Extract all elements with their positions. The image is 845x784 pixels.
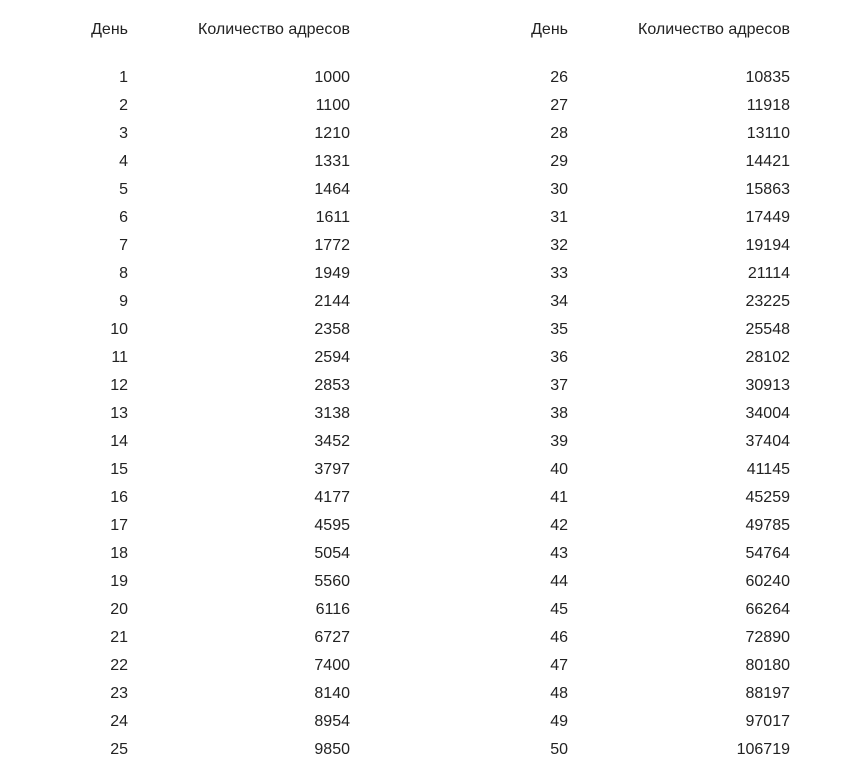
address-count-cell: 5054 (314, 545, 350, 562)
day-cell: 30 (550, 181, 568, 198)
day-cell: 48 (550, 685, 568, 702)
address-count-cell: 106719 (736, 741, 790, 758)
day-cell: 36 (550, 349, 568, 366)
address-count-cell: 3797 (314, 461, 350, 478)
day-cell: 39 (550, 433, 568, 450)
day-cell: 23 (110, 685, 128, 702)
address-count-cell: 13110 (746, 125, 790, 142)
address-count-cell: 2358 (314, 321, 350, 338)
day-cell: 21 (110, 629, 128, 646)
address-count-cell: 72890 (745, 629, 790, 646)
address-count-cell: 5560 (314, 573, 350, 590)
address-count-cell: 28102 (745, 349, 790, 366)
address-count-cell: 54764 (745, 545, 790, 562)
day-cell: 47 (550, 657, 568, 674)
day-cell: 50 (550, 741, 568, 758)
address-count-cell: 1949 (314, 265, 350, 282)
day-cell: 10 (110, 321, 128, 338)
address-count-cell: 4595 (314, 517, 350, 534)
address-count-cell: 2594 (314, 349, 350, 366)
address-count-cell: 97017 (745, 713, 790, 730)
address-count-cell: 1464 (314, 181, 350, 198)
day-cell: 14 (110, 433, 128, 450)
address-count-cell: 8954 (314, 713, 350, 730)
day-cell: 3 (119, 125, 128, 142)
address-count-cell: 80180 (745, 657, 790, 674)
day-cell: 49 (550, 713, 568, 730)
day-cell: 22 (110, 657, 128, 674)
day-cell: 27 (550, 97, 568, 114)
address-count-cell: 8140 (314, 685, 350, 702)
address-count-cell: 2144 (314, 293, 350, 310)
day-cell: 15 (110, 461, 128, 478)
day-cell: 8 (119, 265, 128, 282)
day-cell: 2 (119, 97, 128, 114)
day-column-header: День (91, 21, 128, 38)
address-count-cell: 1100 (315, 97, 350, 114)
address-count-cell: 60240 (745, 573, 790, 590)
address-count-cell: 1000 (314, 69, 350, 86)
day-cell: 12 (110, 377, 128, 394)
address-count-cell: 11918 (746, 97, 790, 114)
day-cell: 13 (110, 405, 128, 422)
day-cell: 35 (550, 321, 568, 338)
address-count-cell: 4177 (314, 489, 350, 506)
day-cell: 20 (110, 601, 128, 618)
address-count-cell: 10835 (745, 69, 790, 86)
day-cell: 42 (550, 517, 568, 534)
day-cell: 7 (119, 237, 128, 254)
address-count-cell: 6116 (315, 601, 350, 618)
address-count-cell: 1331 (314, 153, 350, 170)
address-count-cell: 21114 (747, 265, 790, 282)
day-cell: 6 (119, 209, 128, 226)
address-count-cell: 19194 (745, 237, 790, 254)
day-cell: 45 (550, 601, 568, 618)
address-count-cell: 66264 (745, 601, 790, 618)
address-count-cell: 14421 (745, 153, 790, 170)
day-cell: 32 (550, 237, 568, 254)
day-cell: 38 (550, 405, 568, 422)
day-cell: 4 (119, 153, 128, 170)
day-cell: 31 (550, 209, 568, 226)
day-cell: 28 (550, 125, 568, 142)
day-cell: 25 (110, 741, 128, 758)
address-count-cell: 3138 (314, 405, 350, 422)
day-cell: 9 (119, 293, 128, 310)
address-count-cell: 23225 (745, 293, 790, 310)
day-cell: 24 (110, 713, 128, 730)
count-column-header: Количество адресов (638, 21, 790, 38)
day-cell: 33 (550, 265, 568, 282)
address-count-cell: 1611 (315, 209, 350, 226)
day-column-header: День (531, 21, 568, 38)
address-count-cell: 1210 (314, 125, 350, 142)
day-cell: 17 (110, 517, 128, 534)
address-count-cell: 17449 (745, 209, 790, 226)
address-count-cell: 7400 (314, 657, 350, 674)
day-cell: 11 (111, 349, 128, 366)
day-cell: 41 (550, 489, 568, 506)
day-cell: 19 (110, 573, 128, 590)
day-cell: 46 (550, 629, 568, 646)
day-cell: 1 (119, 69, 128, 86)
address-count-cell: 37404 (745, 433, 790, 450)
day-cell: 5 (119, 181, 128, 198)
address-count-cell: 6727 (314, 629, 350, 646)
address-count-cell: 9850 (314, 741, 350, 758)
address-count-cell: 45259 (745, 489, 790, 506)
address-count-cell: 25548 (745, 321, 790, 338)
address-count-cell: 88197 (745, 685, 790, 702)
count-column-header: Количество адресов (198, 21, 350, 38)
day-cell: 26 (550, 69, 568, 86)
day-cell: 29 (550, 153, 568, 170)
day-cell: 40 (550, 461, 568, 478)
address-count-cell: 41145 (746, 461, 790, 478)
address-count-cell: 30913 (745, 377, 790, 394)
address-count-cell: 3452 (314, 433, 350, 450)
address-count-cell: 2853 (314, 377, 350, 394)
day-cell: 44 (550, 573, 568, 590)
address-count-cell: 1772 (314, 237, 350, 254)
address-count-cell: 49785 (745, 517, 790, 534)
day-cell: 37 (550, 377, 568, 394)
day-cell: 43 (550, 545, 568, 562)
day-cell: 34 (550, 293, 568, 310)
address-count-cell: 34004 (745, 405, 790, 422)
day-cell: 16 (110, 489, 128, 506)
address-count-cell: 15863 (745, 181, 790, 198)
day-cell: 18 (110, 545, 128, 562)
